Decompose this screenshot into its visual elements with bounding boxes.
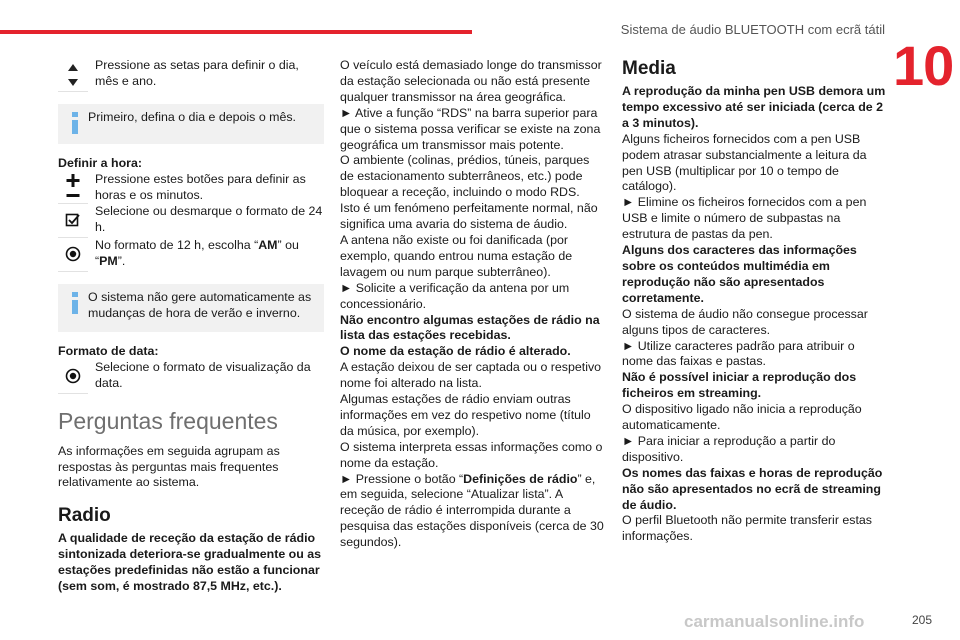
answer-text: Algumas estações de rádio enviam outras informações em vez do respetivo nome (título da música, por exemplo). <box>340 392 591 438</box>
answer-step: ► Utilize caracteres padrão para atribuir o nome das faixas e pastas. <box>622 338 855 369</box>
note-text: O sistema não gere automaticamente as mudanças de hora de verão e inverno. <box>88 289 312 320</box>
heading-set-time: Definir a hora: <box>58 156 142 170</box>
note-text: Primeiro, defina o dia e depois o mês. <box>88 110 296 124</box>
column-3 <box>622 58 886 545</box>
question-streaming: Não é possível iniciar a reprodução dos ficheiros em streaming. <box>622 370 857 401</box>
note-day-month <box>58 104 324 144</box>
answer-text: O ambiente (colinas, prédios, túneis, parques de estacionamento subterrâneos, etc.) pode bloquear a receção, incluindo o modo RDS. <box>340 153 590 200</box>
page-header <box>0 0 960 36</box>
answer-text: Isto é um fenómeno perfeitamente normal, não significa uma avaria do sistema de áudio. <box>340 201 598 232</box>
page-number: 205 <box>911 613 932 627</box>
question-track-names: Os nomes das faixas e horas de reprodução não são apresentados no ecrã de streaming de áudio. <box>622 465 883 512</box>
arrows-row <box>58 58 324 92</box>
answer-text: O sistema de áudio não consegue processar alguns tipos de caracteres. <box>622 306 868 337</box>
date-format-text: Selecione o formato de visualização da data. <box>95 359 311 390</box>
heading-date-format: Formato de data: <box>58 343 159 358</box>
answer-text: Alguns ficheiros fornecidos com a pen USB podem atrasar substancialmente a leitura da pen USB (multiplicar por 10 o tempo de catálogo). <box>622 131 867 194</box>
answer-step: ► Elimine os ficheiros fornecidos com a pen USB e limite o número de subpastas na estrutura de pastas da pen. <box>622 195 867 242</box>
question-characters: Alguns dos caracteres das informações sobre os conteúdos multimédia em reprodução não são apresentados corretamente. <box>622 243 857 305</box>
question-name-changed: O nome da estação de rádio é alterado. <box>340 344 571 359</box>
answer-text: O dispositivo ligado não inicia a reprodução automaticamente. <box>622 402 862 433</box>
column-2 <box>340 58 605 551</box>
answer-text: O veículo está demasiado longe do transmissor da estação selecionada ou não está presente qualquer transmissor na área geográfica. <box>340 58 602 104</box>
plus-minus-row <box>58 172 324 204</box>
arrows-text: Pressione as setas para definir o dia, mês e ano. <box>95 58 299 88</box>
header-title: Sistema de áudio BLUETOOTH com ecrã tátil <box>620 22 885 37</box>
radio-row-date <box>58 360 324 394</box>
info-icon <box>62 110 88 134</box>
question-missing-stations: Não encontro algumas estações de rádio na lista das estações recebidas. <box>340 312 600 343</box>
heading-faq: Perguntas frequentes <box>58 407 278 434</box>
heading-radio: Radio <box>58 505 111 527</box>
ampm-text: No formato de 12 h, escolha “AM” ou “PM”. <box>95 237 299 268</box>
faq-intro: As informações em seguida agrupam as respostas às perguntas mais frequentes relativamente ao sistema. <box>58 443 280 490</box>
question-usb-slow: A reprodução da minha pen USB demora um tempo excessivo até ser iniciada (cerca de 2 a 3 minutos). <box>622 84 886 130</box>
note-dst <box>58 284 324 332</box>
checkbox-row <box>58 204 324 238</box>
answer-step: ► Ative a função “RDS” na barra superior para que o sistema possa verificar se existe na zona geográfica um transmissor mais potente. <box>340 105 601 152</box>
checkbox-icon <box>58 204 88 238</box>
accent-bar <box>0 30 472 34</box>
info-icon <box>62 290 88 322</box>
radio-button-icon <box>58 360 88 394</box>
radio-button-icon <box>58 238 88 272</box>
answer-step: ► Para iniciar a reprodução a partir do dispositivo. <box>622 433 836 464</box>
column-1 <box>58 58 324 595</box>
heading-media: Media <box>622 58 676 79</box>
plus-minus-icon <box>58 172 88 204</box>
chapter-number: 10 <box>893 34 954 97</box>
answer-text: A antena não existe ou foi danificada (por exemplo, quando entrou numa estação de lavagem ou num parque subterrâneo). <box>340 232 573 279</box>
checkbox-text: Selecione ou desmarque o formato de 24 h. <box>95 203 323 234</box>
answer-step: ► Solicite a verificação da antena por um concessionário. <box>340 280 570 311</box>
radio-row-ampm <box>58 238 324 272</box>
watermark: carmanualsonline.info <box>684 612 865 631</box>
answer-step: ► Pressione o botão “Definições de rádio” e, em seguida, selecione “Atualizar lista”. A receção de rádio é interrompida durante a pesquisa das estações disponíveis (cerca de 30 segundos). <box>340 471 604 550</box>
question-reception: A qualidade de receção da estação de rádio sintonizada deteriora-se gradualmente ou as estações predefinidas não estão a funcionar (sem som, é mostrado 87,5 MHz, etc.). <box>58 531 322 594</box>
answer-text: A estação deixou de ser captada ou o respetivo nome foi alterado na lista. <box>340 360 602 391</box>
answer-text: O sistema interpreta essas informações como o nome da estação. <box>340 439 603 470</box>
up-down-arrows-icon <box>58 58 88 92</box>
plus-minus-text: Pressione estes botões para definir as horas e os minutos. <box>95 171 306 202</box>
answer-text: O perfil Bluetooth não permite transferir estas informações. <box>622 513 872 544</box>
